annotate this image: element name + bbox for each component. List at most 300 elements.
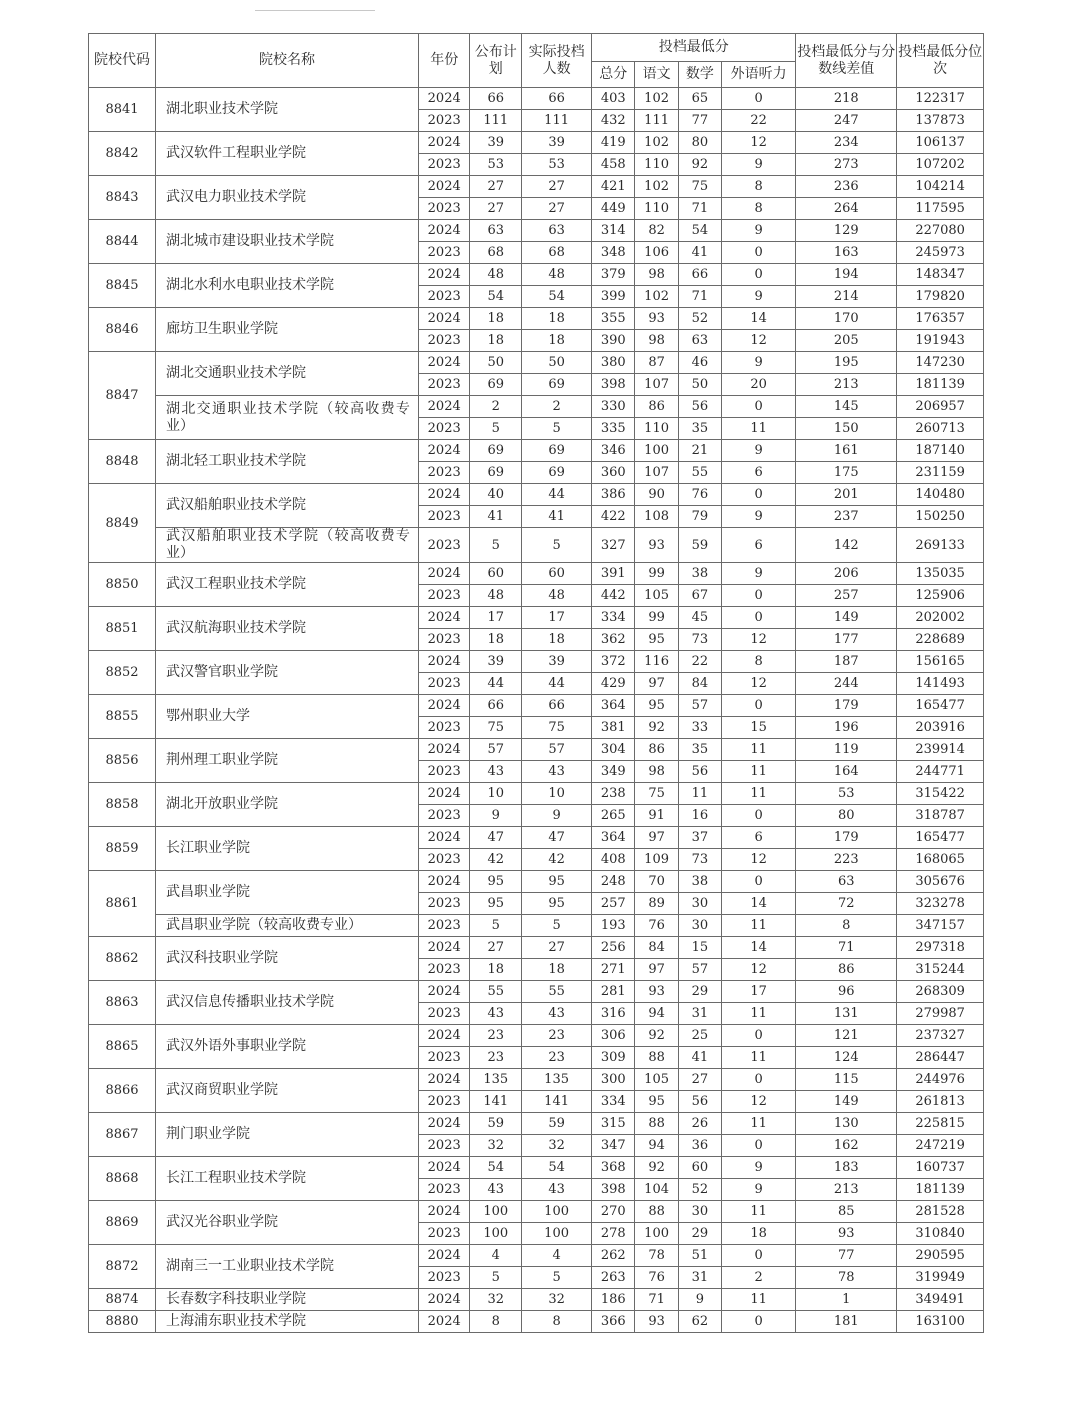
table-row bbox=[89, 1113, 984, 1135]
actual-cell: 18 bbox=[522, 308, 592, 330]
school-name-cell: 武汉警官职业学院 bbox=[156, 651, 419, 695]
math-cell: 55 bbox=[678, 462, 721, 484]
total-cell: 399 bbox=[592, 286, 635, 308]
total-cell: 334 bbox=[592, 1091, 635, 1113]
rank-cell: 122317 bbox=[897, 88, 984, 110]
math-cell: 56 bbox=[678, 761, 721, 783]
rank-cell: 181139 bbox=[897, 374, 984, 396]
diff-cell: 214 bbox=[796, 286, 897, 308]
math-cell: 37 bbox=[678, 827, 721, 849]
year-cell: 2023 bbox=[418, 198, 470, 220]
total-cell: 386 bbox=[592, 484, 635, 506]
math-cell: 38 bbox=[678, 871, 721, 893]
actual-cell: 69 bbox=[522, 462, 592, 484]
foreign-cell: 20 bbox=[722, 374, 796, 396]
school-code-cell: 8842 bbox=[89, 132, 156, 176]
school-name-cell: 武汉光谷职业学院 bbox=[156, 1201, 419, 1245]
total-cell: 379 bbox=[592, 264, 635, 286]
plan-cell: 32 bbox=[470, 1289, 522, 1311]
year-cell: 2023 bbox=[418, 915, 470, 937]
rank-cell: 141493 bbox=[897, 673, 984, 695]
school-name-cell: 鄂州职业大学 bbox=[156, 695, 419, 739]
rank-cell: 206957 bbox=[897, 396, 984, 418]
foreign-cell: 9 bbox=[722, 506, 796, 528]
diff-cell: 93 bbox=[796, 1223, 897, 1245]
chinese-cell: 92 bbox=[635, 1157, 678, 1179]
year-cell: 2023 bbox=[418, 1003, 470, 1025]
header-foreign: 外语听力 bbox=[722, 62, 796, 88]
rank-cell: 310840 bbox=[897, 1223, 984, 1245]
table-row bbox=[89, 981, 984, 1003]
chinese-cell: 86 bbox=[635, 396, 678, 418]
total-cell: 366 bbox=[592, 1311, 635, 1333]
diff-cell: 149 bbox=[796, 1091, 897, 1113]
plan-cell: 43 bbox=[470, 1003, 522, 1025]
year-cell: 2023 bbox=[418, 629, 470, 651]
foreign-cell: 0 bbox=[722, 585, 796, 607]
total-cell: 381 bbox=[592, 717, 635, 739]
total-cell: 429 bbox=[592, 673, 635, 695]
plan-cell: 18 bbox=[470, 308, 522, 330]
school-code-cell: 8872 bbox=[89, 1245, 156, 1289]
school-code-cell: 8866 bbox=[89, 1069, 156, 1113]
chinese-cell: 99 bbox=[635, 607, 678, 629]
diff-cell: 177 bbox=[796, 629, 897, 651]
math-cell: 60 bbox=[678, 1157, 721, 1179]
plan-cell: 59 bbox=[470, 1113, 522, 1135]
math-cell: 71 bbox=[678, 286, 721, 308]
year-cell: 2024 bbox=[418, 440, 470, 462]
year-cell: 2023 bbox=[418, 761, 470, 783]
math-cell: 15 bbox=[678, 937, 721, 959]
year-cell: 2023 bbox=[418, 528, 470, 563]
diff-cell: 213 bbox=[796, 1179, 897, 1201]
foreign-cell: 11 bbox=[722, 1201, 796, 1223]
chinese-cell: 75 bbox=[635, 783, 678, 805]
chinese-cell: 98 bbox=[635, 761, 678, 783]
school-code-cell: 8859 bbox=[89, 827, 156, 871]
school-code-cell: 8850 bbox=[89, 563, 156, 607]
chinese-cell: 106 bbox=[635, 242, 678, 264]
math-cell: 31 bbox=[678, 1267, 721, 1289]
school-name-cell: 廊坊卫生职业学院 bbox=[156, 308, 419, 352]
total-cell: 257 bbox=[592, 893, 635, 915]
total-cell: 270 bbox=[592, 1201, 635, 1223]
plan-cell: 10 bbox=[470, 783, 522, 805]
actual-cell: 66 bbox=[522, 88, 592, 110]
rank-cell: 137873 bbox=[897, 110, 984, 132]
actual-cell: 23 bbox=[522, 1025, 592, 1047]
math-cell: 54 bbox=[678, 220, 721, 242]
total-cell: 309 bbox=[592, 1047, 635, 1069]
total-cell: 334 bbox=[592, 607, 635, 629]
actual-cell: 2 bbox=[522, 396, 592, 418]
foreign-cell: 11 bbox=[722, 1289, 796, 1311]
diff-cell: 163 bbox=[796, 242, 897, 264]
rank-cell: 165477 bbox=[897, 695, 984, 717]
total-cell: 364 bbox=[592, 695, 635, 717]
year-cell: 2024 bbox=[418, 1245, 470, 1267]
school-code-cell: 8868 bbox=[89, 1157, 156, 1201]
school-code-cell: 8841 bbox=[89, 88, 156, 132]
year-cell: 2024 bbox=[418, 1289, 470, 1311]
year-cell: 2024 bbox=[418, 981, 470, 1003]
actual-cell: 135 bbox=[522, 1069, 592, 1091]
rank-cell: 165477 bbox=[897, 827, 984, 849]
actual-cell: 5 bbox=[522, 528, 592, 563]
chinese-cell: 102 bbox=[635, 132, 678, 154]
diff-cell: 213 bbox=[796, 374, 897, 396]
chinese-cell: 102 bbox=[635, 88, 678, 110]
foreign-cell: 0 bbox=[722, 242, 796, 264]
chinese-cell: 97 bbox=[635, 673, 678, 695]
actual-cell: 18 bbox=[522, 629, 592, 651]
plan-cell: 66 bbox=[470, 88, 522, 110]
school-code-cell: 8861 bbox=[89, 871, 156, 937]
chinese-cell: 76 bbox=[635, 915, 678, 937]
year-cell: 2023 bbox=[418, 849, 470, 871]
math-cell: 45 bbox=[678, 607, 721, 629]
year-cell: 2024 bbox=[418, 264, 470, 286]
school-name-cell: 湖北交通职业技术学院（较高收费专业） bbox=[156, 396, 419, 440]
school-name-cell: 武汉工程职业技术学院 bbox=[156, 563, 419, 607]
school-code-cell: 8855 bbox=[89, 695, 156, 739]
total-cell: 300 bbox=[592, 1069, 635, 1091]
chinese-cell: 102 bbox=[635, 176, 678, 198]
plan-cell: 69 bbox=[470, 462, 522, 484]
math-cell: 26 bbox=[678, 1113, 721, 1135]
school-name-cell: 荆门职业学院 bbox=[156, 1113, 419, 1157]
plan-cell: 111 bbox=[470, 110, 522, 132]
diff-cell: 115 bbox=[796, 1069, 897, 1091]
math-cell: 50 bbox=[678, 374, 721, 396]
rank-cell: 225815 bbox=[897, 1113, 984, 1135]
actual-cell: 32 bbox=[522, 1289, 592, 1311]
chinese-cell: 78 bbox=[635, 1245, 678, 1267]
total-cell: 263 bbox=[592, 1267, 635, 1289]
actual-cell: 27 bbox=[522, 176, 592, 198]
actual-cell: 54 bbox=[522, 286, 592, 308]
year-cell: 2023 bbox=[418, 1135, 470, 1157]
actual-cell: 39 bbox=[522, 132, 592, 154]
header-diff: 投档最低分与分数线差值 bbox=[796, 34, 897, 88]
header-min-score-group: 投档最低分 bbox=[592, 34, 796, 62]
foreign-cell: 9 bbox=[722, 154, 796, 176]
math-cell: 22 bbox=[678, 651, 721, 673]
foreign-cell: 14 bbox=[722, 893, 796, 915]
foreign-cell: 9 bbox=[722, 220, 796, 242]
plan-cell: 60 bbox=[470, 563, 522, 585]
math-cell: 35 bbox=[678, 739, 721, 761]
plan-cell: 5 bbox=[470, 915, 522, 937]
math-cell: 31 bbox=[678, 1003, 721, 1025]
plan-cell: 39 bbox=[470, 132, 522, 154]
school-name-cell: 湖北轻工职业技术学院 bbox=[156, 440, 419, 484]
plan-cell: 48 bbox=[470, 585, 522, 607]
diff-cell: 161 bbox=[796, 440, 897, 462]
math-cell: 57 bbox=[678, 695, 721, 717]
foreign-cell: 0 bbox=[722, 1311, 796, 1333]
chinese-cell: 94 bbox=[635, 1135, 678, 1157]
rank-cell: 349491 bbox=[897, 1289, 984, 1311]
diff-cell: 194 bbox=[796, 264, 897, 286]
table-row bbox=[89, 396, 984, 418]
foreign-cell: 12 bbox=[722, 629, 796, 651]
year-cell: 2024 bbox=[418, 132, 470, 154]
foreign-cell: 0 bbox=[722, 1135, 796, 1157]
header-code: 院校代码 bbox=[89, 34, 156, 88]
rank-cell: 156165 bbox=[897, 651, 984, 673]
total-cell: 349 bbox=[592, 761, 635, 783]
table-row bbox=[89, 352, 984, 374]
chinese-cell: 89 bbox=[635, 893, 678, 915]
actual-cell: 43 bbox=[522, 1179, 592, 1201]
math-cell: 46 bbox=[678, 352, 721, 374]
table-row bbox=[89, 1069, 984, 1091]
chinese-cell: 86 bbox=[635, 739, 678, 761]
plan-cell: 5 bbox=[470, 528, 522, 563]
math-cell: 33 bbox=[678, 717, 721, 739]
school-name-cell: 湖北交通职业技术学院 bbox=[156, 352, 419, 396]
rank-cell: 268309 bbox=[897, 981, 984, 1003]
plan-cell: 54 bbox=[470, 1157, 522, 1179]
school-code-cell: 8845 bbox=[89, 264, 156, 308]
diff-cell: 150 bbox=[796, 418, 897, 440]
rank-cell: 245973 bbox=[897, 242, 984, 264]
table-row bbox=[89, 132, 984, 154]
diff-cell: 80 bbox=[796, 805, 897, 827]
actual-cell: 59 bbox=[522, 1113, 592, 1135]
rank-cell: 181139 bbox=[897, 1179, 984, 1201]
total-cell: 362 bbox=[592, 629, 635, 651]
rank-cell: 297318 bbox=[897, 937, 984, 959]
plan-cell: 69 bbox=[470, 374, 522, 396]
school-name-cell: 湖北职业技术学院 bbox=[156, 88, 419, 132]
foreign-cell: 8 bbox=[722, 198, 796, 220]
actual-cell: 5 bbox=[522, 1267, 592, 1289]
table-row bbox=[89, 783, 984, 805]
year-cell: 2023 bbox=[418, 242, 470, 264]
school-code-cell: 8852 bbox=[89, 651, 156, 695]
total-cell: 347 bbox=[592, 1135, 635, 1157]
math-cell: 36 bbox=[678, 1135, 721, 1157]
actual-cell: 5 bbox=[522, 915, 592, 937]
rank-cell: 244976 bbox=[897, 1069, 984, 1091]
foreign-cell: 11 bbox=[722, 1047, 796, 1069]
foreign-cell: 11 bbox=[722, 1003, 796, 1025]
rank-cell: 140480 bbox=[897, 484, 984, 506]
chinese-cell: 91 bbox=[635, 805, 678, 827]
school-code-cell: 8849 bbox=[89, 484, 156, 563]
actual-cell: 100 bbox=[522, 1223, 592, 1245]
total-cell: 419 bbox=[592, 132, 635, 154]
total-cell: 248 bbox=[592, 871, 635, 893]
table-row bbox=[89, 607, 984, 629]
total-cell: 372 bbox=[592, 651, 635, 673]
plan-cell: 68 bbox=[470, 242, 522, 264]
foreign-cell: 14 bbox=[722, 937, 796, 959]
actual-cell: 48 bbox=[522, 264, 592, 286]
diff-cell: 71 bbox=[796, 937, 897, 959]
year-cell: 2024 bbox=[418, 871, 470, 893]
diff-cell: 96 bbox=[796, 981, 897, 1003]
actual-cell: 54 bbox=[522, 1157, 592, 1179]
diff-cell: 53 bbox=[796, 783, 897, 805]
rank-cell: 202002 bbox=[897, 607, 984, 629]
foreign-cell: 8 bbox=[722, 651, 796, 673]
year-cell: 2024 bbox=[418, 484, 470, 506]
diff-cell: 237 bbox=[796, 506, 897, 528]
math-cell: 62 bbox=[678, 1311, 721, 1333]
plan-cell: 27 bbox=[470, 176, 522, 198]
rank-cell: 239914 bbox=[897, 739, 984, 761]
school-code-cell: 8851 bbox=[89, 607, 156, 651]
table-row bbox=[89, 440, 984, 462]
actual-cell: 141 bbox=[522, 1091, 592, 1113]
math-cell: 67 bbox=[678, 585, 721, 607]
plan-cell: 5 bbox=[470, 418, 522, 440]
school-name-cell: 湖北开放职业学院 bbox=[156, 783, 419, 827]
foreign-cell: 11 bbox=[722, 761, 796, 783]
diff-cell: 206 bbox=[796, 563, 897, 585]
math-cell: 80 bbox=[678, 132, 721, 154]
actual-cell: 63 bbox=[522, 220, 592, 242]
math-cell: 30 bbox=[678, 893, 721, 915]
total-cell: 403 bbox=[592, 88, 635, 110]
year-cell: 2023 bbox=[418, 673, 470, 695]
plan-cell: 135 bbox=[470, 1069, 522, 1091]
plan-cell: 9 bbox=[470, 805, 522, 827]
school-name-cell: 长春数字科技职业学院 bbox=[156, 1289, 419, 1311]
rank-cell: 260713 bbox=[897, 418, 984, 440]
school-name-cell: 长江工程职业技术学院 bbox=[156, 1157, 419, 1201]
total-cell: 306 bbox=[592, 1025, 635, 1047]
plan-cell: 27 bbox=[470, 937, 522, 959]
school-name-cell: 武汉航海职业技术学院 bbox=[156, 607, 419, 651]
total-cell: 278 bbox=[592, 1223, 635, 1245]
actual-cell: 42 bbox=[522, 849, 592, 871]
diff-cell: 129 bbox=[796, 220, 897, 242]
foreign-cell: 9 bbox=[722, 352, 796, 374]
table-row bbox=[89, 528, 984, 563]
diff-cell: 264 bbox=[796, 198, 897, 220]
total-cell: 271 bbox=[592, 959, 635, 981]
math-cell: 76 bbox=[678, 484, 721, 506]
chinese-cell: 70 bbox=[635, 871, 678, 893]
rank-cell: 227080 bbox=[897, 220, 984, 242]
school-code-cell: 8874 bbox=[89, 1289, 156, 1311]
total-cell: 442 bbox=[592, 585, 635, 607]
actual-cell: 23 bbox=[522, 1047, 592, 1069]
foreign-cell: 9 bbox=[722, 1179, 796, 1201]
header-actual: 实际投档人数 bbox=[522, 34, 592, 88]
school-name-cell: 武汉科技职业学院 bbox=[156, 937, 419, 981]
plan-cell: 95 bbox=[470, 871, 522, 893]
plan-cell: 100 bbox=[470, 1223, 522, 1245]
diff-cell: 183 bbox=[796, 1157, 897, 1179]
actual-cell: 66 bbox=[522, 695, 592, 717]
diff-cell: 162 bbox=[796, 1135, 897, 1157]
school-code-cell: 8880 bbox=[89, 1311, 156, 1333]
total-cell: 265 bbox=[592, 805, 635, 827]
chinese-cell: 94 bbox=[635, 1003, 678, 1025]
chinese-cell: 97 bbox=[635, 959, 678, 981]
plan-cell: 66 bbox=[470, 695, 522, 717]
rank-cell: 150250 bbox=[897, 506, 984, 528]
table-row bbox=[89, 264, 984, 286]
chinese-cell: 109 bbox=[635, 849, 678, 871]
foreign-cell: 12 bbox=[722, 673, 796, 695]
total-cell: 316 bbox=[592, 1003, 635, 1025]
foreign-cell: 9 bbox=[722, 286, 796, 308]
diff-cell: 72 bbox=[796, 893, 897, 915]
plan-cell: 43 bbox=[470, 1179, 522, 1201]
total-cell: 193 bbox=[592, 915, 635, 937]
math-cell: 75 bbox=[678, 176, 721, 198]
year-cell: 2024 bbox=[418, 607, 470, 629]
chinese-cell: 95 bbox=[635, 629, 678, 651]
foreign-cell: 0 bbox=[722, 1025, 796, 1047]
chinese-cell: 90 bbox=[635, 484, 678, 506]
actual-cell: 41 bbox=[522, 506, 592, 528]
rank-cell: 107202 bbox=[897, 154, 984, 176]
rank-cell: 305676 bbox=[897, 871, 984, 893]
rank-cell: 179820 bbox=[897, 286, 984, 308]
chinese-cell: 97 bbox=[635, 827, 678, 849]
chinese-cell: 88 bbox=[635, 1047, 678, 1069]
school-name-cell: 长江职业学院 bbox=[156, 827, 419, 871]
rank-cell: 318787 bbox=[897, 805, 984, 827]
year-cell: 2024 bbox=[418, 937, 470, 959]
year-cell: 2023 bbox=[418, 110, 470, 132]
year-cell: 2024 bbox=[418, 1311, 470, 1333]
chinese-cell: 100 bbox=[635, 1223, 678, 1245]
year-cell: 2024 bbox=[418, 1069, 470, 1091]
year-cell: 2024 bbox=[418, 1201, 470, 1223]
year-cell: 2024 bbox=[418, 1025, 470, 1047]
plan-cell: 44 bbox=[470, 673, 522, 695]
foreign-cell: 11 bbox=[722, 418, 796, 440]
admission-score-table bbox=[88, 33, 984, 1333]
chinese-cell: 98 bbox=[635, 330, 678, 352]
diff-cell: 85 bbox=[796, 1201, 897, 1223]
diff-cell: 121 bbox=[796, 1025, 897, 1047]
math-cell: 73 bbox=[678, 849, 721, 871]
actual-cell: 53 bbox=[522, 154, 592, 176]
actual-cell: 9 bbox=[522, 805, 592, 827]
table-row bbox=[89, 695, 984, 717]
foreign-cell: 11 bbox=[722, 915, 796, 937]
math-cell: 52 bbox=[678, 308, 721, 330]
plan-cell: 39 bbox=[470, 651, 522, 673]
chinese-cell: 93 bbox=[635, 528, 678, 563]
diff-cell: 78 bbox=[796, 1267, 897, 1289]
rank-cell: 315244 bbox=[897, 959, 984, 981]
table-row bbox=[89, 915, 984, 937]
actual-cell: 60 bbox=[522, 563, 592, 585]
plan-cell: 23 bbox=[470, 1047, 522, 1069]
actual-cell: 57 bbox=[522, 739, 592, 761]
diff-cell: 181 bbox=[796, 1311, 897, 1333]
total-cell: 281 bbox=[592, 981, 635, 1003]
plan-cell: 23 bbox=[470, 1025, 522, 1047]
diff-cell: 130 bbox=[796, 1113, 897, 1135]
year-cell: 2023 bbox=[418, 418, 470, 440]
total-cell: 421 bbox=[592, 176, 635, 198]
math-cell: 66 bbox=[678, 264, 721, 286]
total-cell: 355 bbox=[592, 308, 635, 330]
chinese-cell: 116 bbox=[635, 651, 678, 673]
